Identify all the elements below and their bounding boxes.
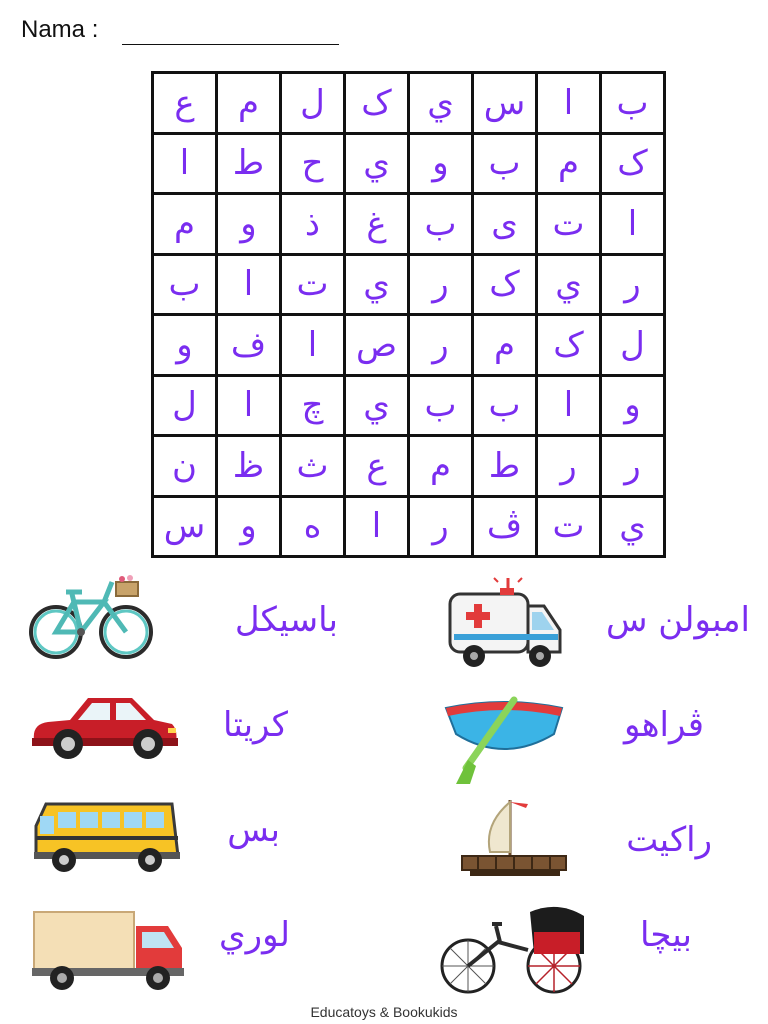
grid-cell[interactable]: ي [537,254,601,315]
grid-cell[interactable]: ر [409,315,473,376]
grid-cell[interactable]: ر [409,254,473,315]
word-rakit: راكيت [626,820,712,860]
grid-cell[interactable]: م [153,194,217,255]
grid-cell[interactable]: ب [601,73,665,134]
trishaw-icon [438,902,590,998]
bus-icon [32,796,180,876]
grid-cell[interactable]: م [537,133,601,194]
grid-cell[interactable]: ب [409,194,473,255]
grid-cell[interactable]: ى [473,194,537,255]
footer-credit: Educatoys & Bookukids [310,1004,458,1020]
ambulance-icon [444,574,564,670]
grid-cell[interactable]: ر [537,436,601,497]
grid-row [153,436,665,497]
grid-row [153,496,665,557]
grid-cell[interactable]: ل [601,315,665,376]
grid-cell[interactable]: ي [409,73,473,134]
grid-cell[interactable]: ک [537,315,601,376]
grid-cell[interactable]: چ [281,375,345,436]
grid-cell[interactable]: ط [473,436,537,497]
grid-cell[interactable]: م [473,315,537,376]
grid-cell[interactable]: ر [409,496,473,557]
grid-cell[interactable]: ا [281,315,345,376]
grid-cell[interactable]: ه [281,496,345,557]
grid-cell[interactable]: ظ [217,436,281,497]
grid-cell[interactable]: ک [473,254,537,315]
word-lori: لوري [219,915,290,955]
word-search-grid [151,71,666,558]
grid-cell[interactable]: ر [601,254,665,315]
grid-cell[interactable]: ط [217,133,281,194]
grid-cell[interactable]: ت [537,194,601,255]
grid-cell[interactable]: ح [281,133,345,194]
grid-cell[interactable]: ع [153,73,217,134]
grid-cell[interactable]: ا [217,375,281,436]
word-beca: بيچا [639,915,692,955]
grid-cell[interactable]: ب [473,375,537,436]
grid-cell[interactable]: ا [217,254,281,315]
grid-cell[interactable]: و [601,375,665,436]
grid-cell[interactable]: س [473,73,537,134]
grid-cell[interactable]: ي [601,496,665,557]
grid-cell[interactable]: ن [153,436,217,497]
grid-cell[interactable]: ت [281,254,345,315]
grid-cell[interactable]: ل [281,73,345,134]
grid-cell[interactable]: ا [153,133,217,194]
word-basikal: باسيكل [234,600,338,640]
bicycle-icon [26,572,154,664]
grid-cell[interactable]: ا [601,194,665,255]
grid-cell[interactable]: ذ [281,194,345,255]
grid-row [153,254,665,315]
grid-cell[interactable]: ص [345,315,409,376]
grid-cell[interactable]: ک [601,133,665,194]
grid-row [153,73,665,134]
grid-cell[interactable]: ب [153,254,217,315]
boat-icon [444,694,566,790]
word-perahu: ڤراهو [624,705,704,745]
grid-row [153,194,665,255]
grid-cell[interactable]: ا [345,496,409,557]
grid-cell[interactable]: ي [345,133,409,194]
grid-cell[interactable]: ل [153,375,217,436]
grid-cell[interactable]: ف [217,315,281,376]
grid-row [153,133,665,194]
grid-cell[interactable]: ب [473,133,537,194]
grid-cell[interactable]: ا [537,73,601,134]
grid-cell[interactable]: ع [345,436,409,497]
grid-row [153,375,665,436]
grid-cell[interactable]: ي [345,254,409,315]
grid-cell[interactable]: و [153,315,217,376]
name-label: Nama : [21,16,99,43]
grid-cell[interactable]: غ [345,194,409,255]
lorry-icon [30,908,188,992]
grid-cell[interactable]: ت [537,496,601,557]
grid-cell[interactable]: ا [537,375,601,436]
word-ambulans: امبولن س [605,600,750,640]
grid-cell[interactable]: ث [281,436,345,497]
grid-cell[interactable]: ب [409,375,473,436]
car-icon [28,690,180,762]
grid-row [153,315,665,376]
grid-cell[interactable]: م [409,436,473,497]
name-blank-line[interactable] [122,44,339,45]
word-kereta: كريتا [222,705,288,745]
grid-cell[interactable]: ي [345,375,409,436]
grid-cell[interactable]: ڤ [473,496,537,557]
grid-cell[interactable]: و [217,194,281,255]
grid-cell[interactable]: ر [601,436,665,497]
grid-cell[interactable]: م [217,73,281,134]
grid-cell[interactable]: ک [345,73,409,134]
word-bas: بس [227,810,280,850]
grid-cell[interactable]: و [217,496,281,557]
grid-cell[interactable]: س [153,496,217,557]
raft-icon [458,794,572,886]
grid-cell[interactable]: و [409,133,473,194]
